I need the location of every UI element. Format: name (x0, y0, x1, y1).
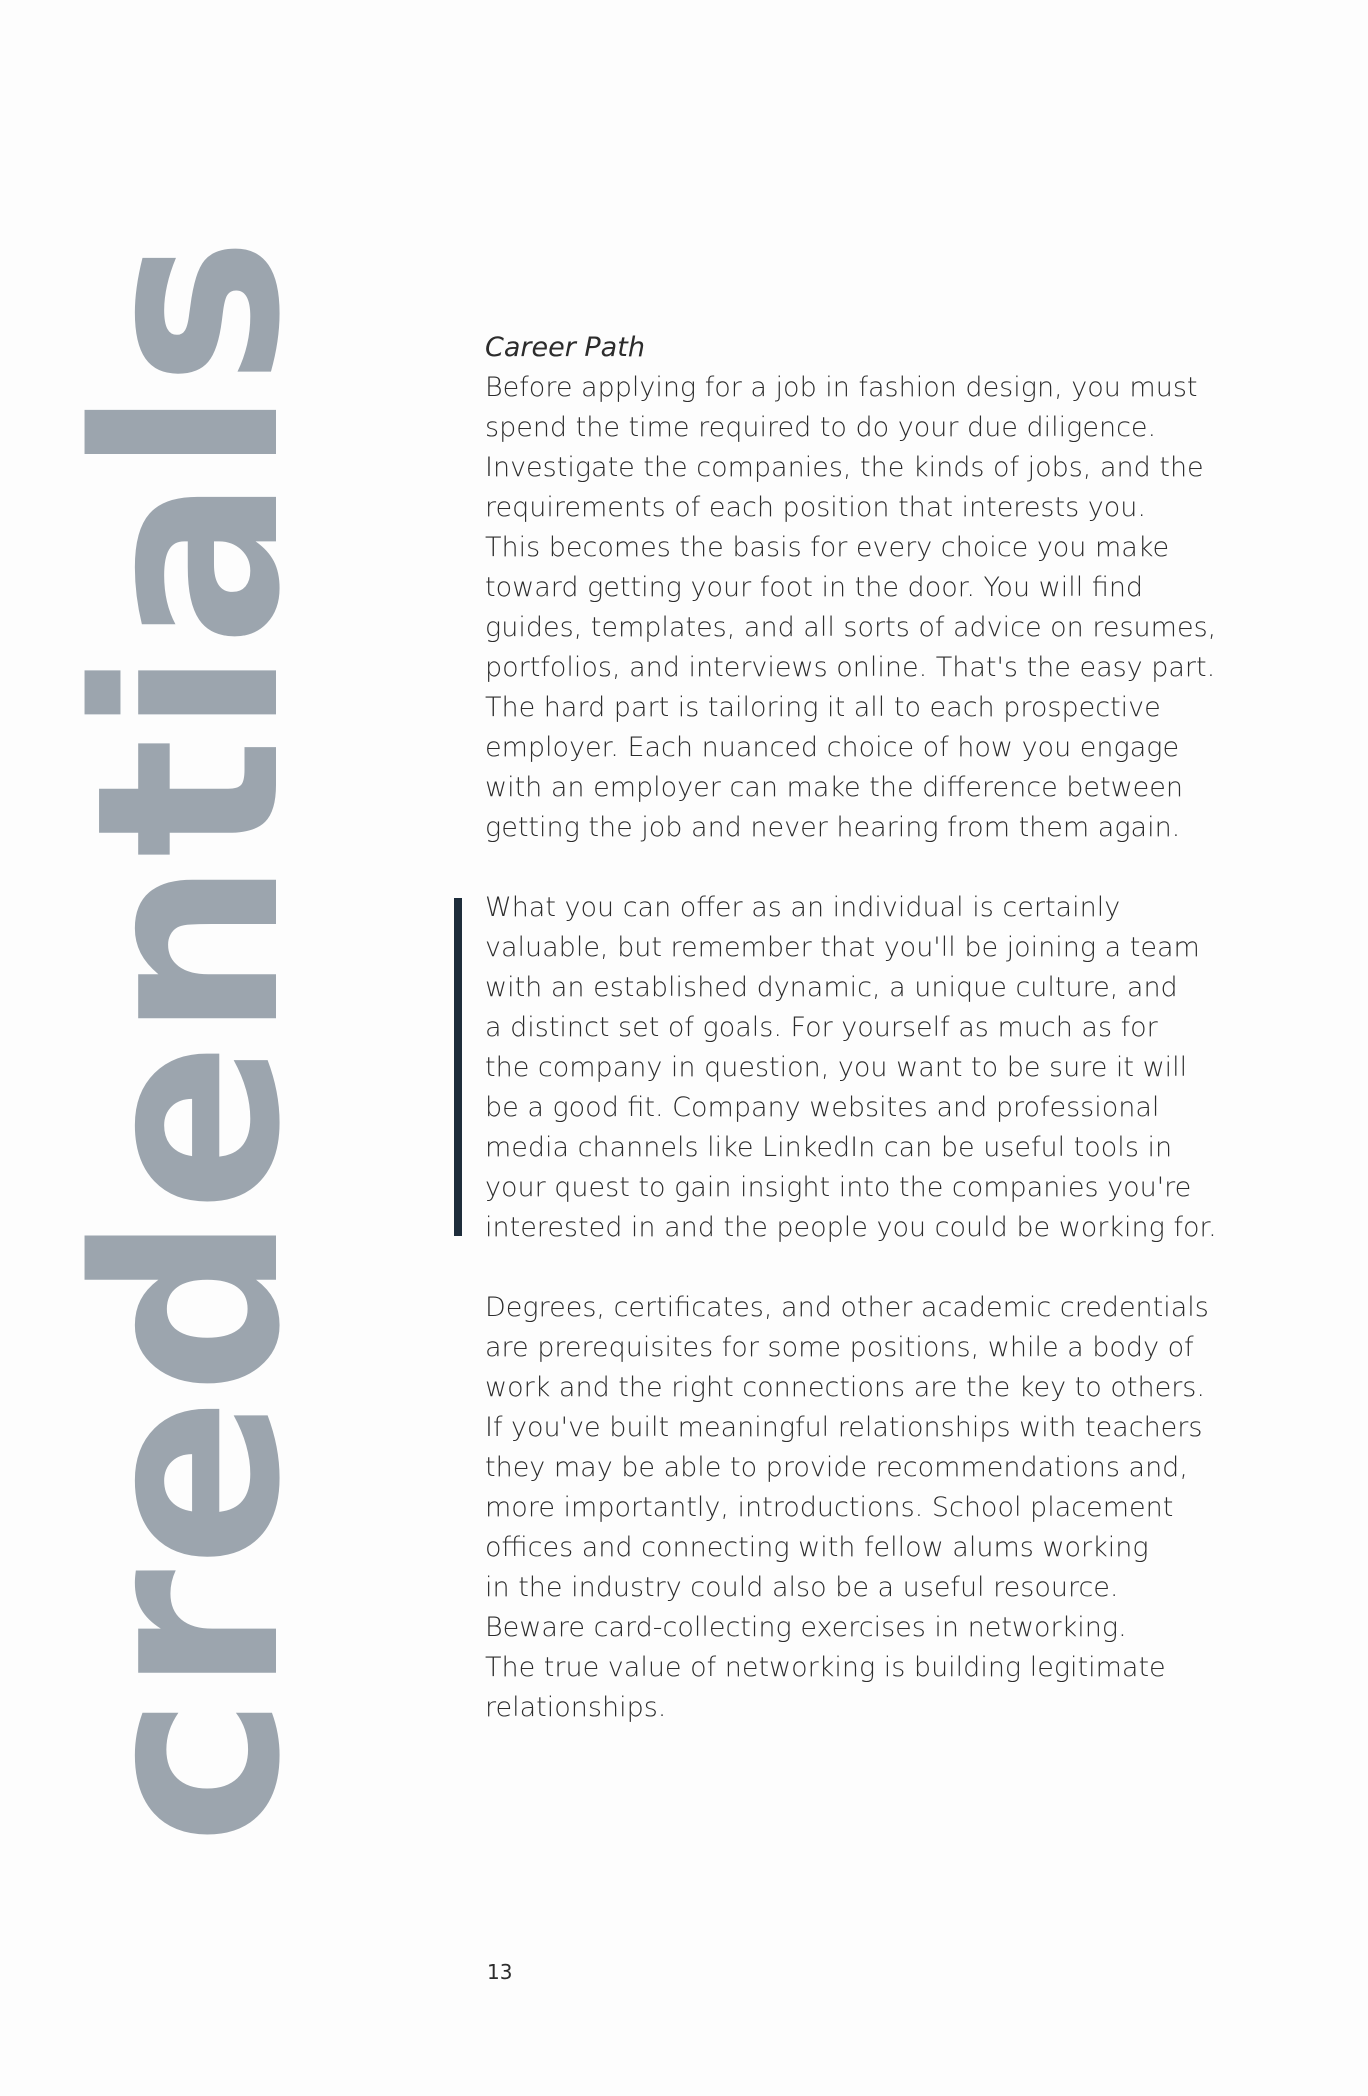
side-word-container (43, 234, 336, 1846)
paragraph-credentials: Degrees, certificates, and other academic credentials are prerequisites for some positions, while a body of work and the right connections are the key to others. If you've built meaningful relationships with teachers they may be able to provide recommendations and, more importantly, introductions. School placement offices and connecting with fellow alums working in the industry could also be a useful resource. Beware card-collecting exercises in networking. The true value of networking is building legitimate relationships. (485, 1292, 1209, 1723)
page-number: 13 (487, 1960, 513, 1984)
side-decorative-word: credentials (43, 234, 336, 1846)
pull-quote-rule (454, 898, 462, 1236)
paragraph-team-fit: What you can offer as an individual is certainly valuable, but remember that you'll be joining a team with an established dynamic, a unique culture, and a distinct set of goals. For yourself as much as for the company in question, you want to be sure it will be a good fit. Company websites and professional media channels like LinkedIn can be useful tools in your quest to gain insight into the companies you're interested in and the people you could be working for. (485, 892, 1217, 1243)
section-heading: Career Path (485, 332, 645, 363)
main-text-column (485, 328, 1265, 1728)
paragraph-intro: Before applying for a job in fashion design, you must spend the time required to do your due diligence. Investigate the companies, the kinds of jobs, and the requirements of each position that interests you. This becomes the basis for every choice you make toward getting your foot in the door. You will find guides, templates, and all sorts of advice on resumes, portfolios, and interviews online. That's the easy part. The hard part is tailoring it all to each prospective employer. Each nuanced choice of how you engage with an employer can make the difference between getting the job and never hearing from them again. (485, 372, 1217, 843)
